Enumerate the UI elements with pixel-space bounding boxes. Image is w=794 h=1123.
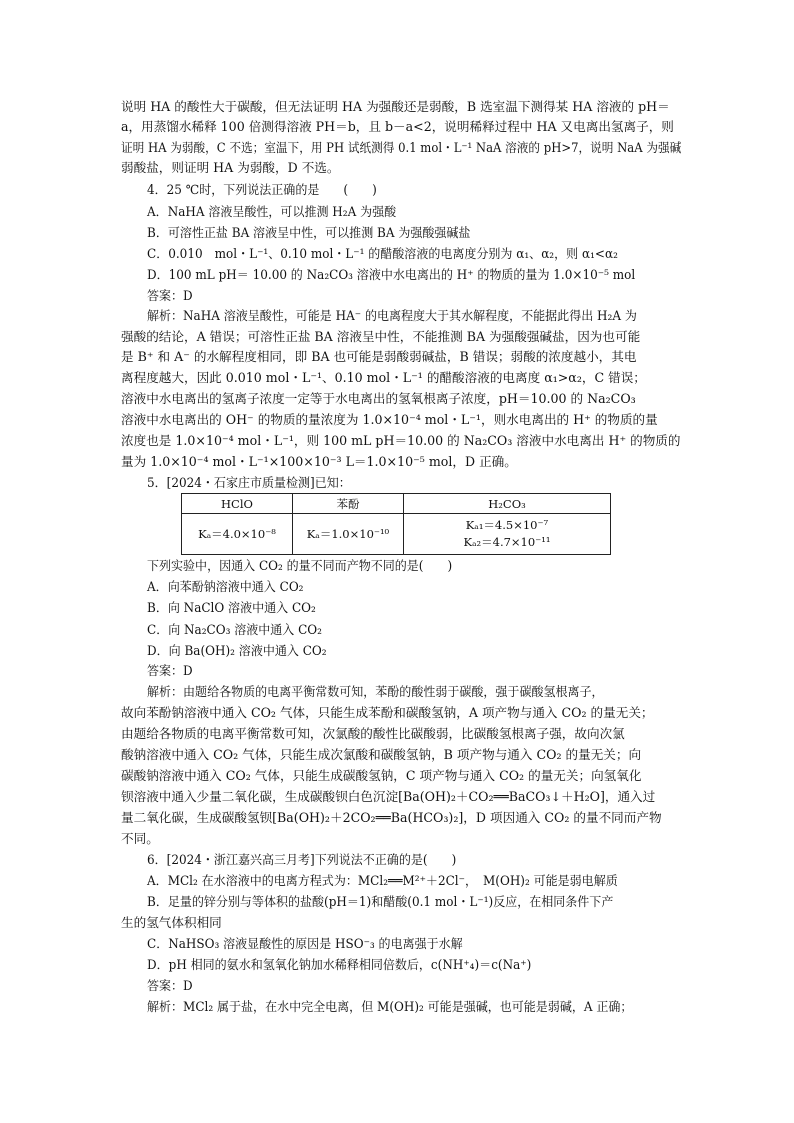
option-5c: C．向 Na₂CO₃ 溶液中通入 CO₂ xyxy=(147,622,322,637)
explanation-line: 离程度越大，因此 0.010 mol・L⁻¹、0.10 mol・L⁻¹ 的醋酸溶液的电离度 α₁>α₂，C 错误； xyxy=(121,370,646,385)
explanation-line: 量二氧化碳，生成碳酸氢钡[Ba(OH)₂＋2CO₂══Ba(HCO₃)₂]，D 项因通入 CO₂ 的量不同而产物 xyxy=(121,810,662,825)
text-line: 弱酸盐，则证明 HA 为弱酸，D 不选。 xyxy=(121,160,340,175)
option-6a: A．MCl₂ 在水溶液中的电离方程式为：MCl₂══M²⁺＋2Cl⁻， M(OH)₂ 可能是弱电解质 xyxy=(147,873,618,888)
option-6b-cont: 生的氢气体积相同 xyxy=(121,915,222,930)
option-4a: A．NaHA 溶液呈酸性，可以推测 H₂A 为强酸 xyxy=(147,204,397,219)
question-5-stem: 下列实验中，因通入 CO₂ 的量不同而产物不同的是( ) xyxy=(147,558,453,573)
explanation-line: 由题给各物质的电离平衡常数可知，次氯酸的酸性比碳酸弱，比碳酸氢根离子强，故向次氯 xyxy=(121,726,625,741)
table-header: HClO xyxy=(182,494,293,514)
option-4b: B．可溶性正盐 BA 溶液呈中性，可以推测 BA 为强酸强碱盐 xyxy=(147,225,471,240)
explanation-line: 解析：MCl₂ 属于盐，在水中完全电离，但 M(OH)₂ 可能是强碱，也可能是弱碱，A 正确； xyxy=(147,999,633,1014)
answer-6: 答案：D xyxy=(147,978,193,993)
explanation-line: 不同。 xyxy=(121,831,159,846)
explanation-line: 是 B⁺ 和 A⁻ 的水解程度相同，即 BA 也可能是弱酸弱碱盐，B 错误；弱酸的浓度越小，其电 xyxy=(121,349,637,364)
explanation-line: 强酸的结论，A 错误；可溶性正盐 BA 溶液呈中性，不能推测 BA 为强酸强碱盐，因为也可能 xyxy=(121,329,641,344)
explanation-line: 碳酸钠溶液中通入 CO₂ 气体，只能生成碳酸氢钠，C 项产物与通入 CO₂ 的量无关；向氢氧化 xyxy=(121,768,642,783)
question-6: 6．[2024・浙江嘉兴高三月考]下列说法不正确的是( ) xyxy=(147,852,457,867)
text-line: a，用蒸馏水稀释 100 倍测得溶液 PH＝b，且 b－a<2，说明稀释过程中 HA 又电离出氢离子，则 xyxy=(121,119,674,134)
table-cell: Kₐ＝1.0×10⁻¹⁰ xyxy=(293,514,404,555)
option-4d: D．100 mL pH＝ 10.00 的 Na₂CO₃ 溶液中水电离出的 H⁺ 的物质的量为 1.0×10⁻⁵ mol xyxy=(147,267,636,282)
explanation-line: 浓度也是 1.0×10⁻⁴ mol・L⁻¹，则 100 mL pH＝10.00 的 Na₂CO₃ 溶液中水电离出 H⁺ 的物质的 xyxy=(121,433,681,448)
explanation-line: 量为 1.0×10⁻⁴ mol・L⁻¹×100×10⁻³ L＝1.0×10⁻⁵ mol，D 正确。 xyxy=(121,454,517,469)
text-line: 说明 HA 的酸性大于碳酸，但无法证明 HA 为强酸还是弱酸，B 选室温下测得某 HA 溶液的 pH＝ xyxy=(121,99,670,114)
explanation-line: 钡溶液中通入少量二氧化碳，生成碳酸钡白色沉淀[Ba(OH)₂＋CO₂══BaCO₃↓＋H₂O]，通入过 xyxy=(121,789,656,804)
answer-4: 答案：D xyxy=(147,288,193,303)
explanation-line: 故向苯酚钠溶液中通入 CO₂ 气体，只能生成苯酚和碳酸氢钠，A 项产物与通入 CO₂ 的量无关； xyxy=(121,705,654,720)
text-line: 证明 HA 为弱酸，C 不选；室温下，用 PH 试纸测得 0.1 mol・L⁻¹ NaA 溶液的 pH>7，说明 NaA 为强碱 xyxy=(121,140,682,155)
explanation-line: 溶液中水电离出的 OH⁻ 的物质的量浓度为 1.0×10⁻⁴ mol・L⁻¹，则水电离出的 H⁺ 的物质的量 xyxy=(121,412,658,427)
explanation-line: 解析：NaHA 溶液呈酸性，可能是 HA⁻ 的电离程度大于其水解程度，不能据此得出 H₂A 为 xyxy=(147,308,637,323)
table-header: H₂CO₃ xyxy=(404,494,611,514)
option-5d: D．向 Ba(OH)₂ 溶液中通入 CO₂ xyxy=(147,643,327,658)
table-cell-ka2: Kₐ₂＝4.7×10⁻¹¹ xyxy=(463,535,551,549)
explanation-line: 解析：由题给各物质的电离平衡常数可知，苯酚的酸性弱于碳酸，强于碳酸氢根离子， xyxy=(147,684,604,699)
option-5b: B．向 NaClO 溶液中通入 CO₂ xyxy=(147,600,316,615)
option-4c: C．0.010 mol・L⁻¹、0.10 mol・L⁻¹ 的醋酸溶液的电离度分别为 α₁、α₂，则 α₁<α₂ xyxy=(147,246,618,261)
table-cell xyxy=(404,514,611,555)
table-cell-ka1: Kₐ₁＝4.5×10⁻⁷ xyxy=(465,518,549,532)
option-6b: B．足量的锌分别与等体积的盐酸(pH＝1)和醋酸(0.1 mol・L⁻¹)反应，在相同条件下产 xyxy=(147,894,614,909)
ionization-constant-table xyxy=(181,493,611,555)
explanation-line: 酸钠溶液中通入 CO₂ 气体，只能生成次氯酸和碳酸氢钠，B 项产物与通入 CO₂ 的量无关；向 xyxy=(121,747,642,762)
option-6c: C．NaHSO₃ 溶液显酸性的原因是 HSO⁻₃ 的电离强于水解 xyxy=(147,936,463,951)
answer-5: 答案：D xyxy=(147,663,193,678)
explanation-line: 溶液中水电离出的氢离子浓度一定等于水电离出的氢氧根离子浓度，pH＝10.00 的 Na₂CO₃ xyxy=(121,391,636,406)
option-6d: D．pH 相同的氨水和氢氧化钠加水稀释相同倍数后，c(NH⁺₄)＝c(Na⁺) xyxy=(147,957,532,972)
table-cell: Kₐ＝4.0×10⁻⁸ xyxy=(182,514,293,555)
question-4: 4．25 ℃时，下列说法正确的是 ( ) xyxy=(147,182,377,197)
option-5a: A．向苯酚钠溶液中通入 CO₂ xyxy=(147,579,304,594)
table-header: 苯酚 xyxy=(293,494,404,514)
question-5: 5．[2024・石家庄市质量检测]已知： xyxy=(147,475,351,490)
